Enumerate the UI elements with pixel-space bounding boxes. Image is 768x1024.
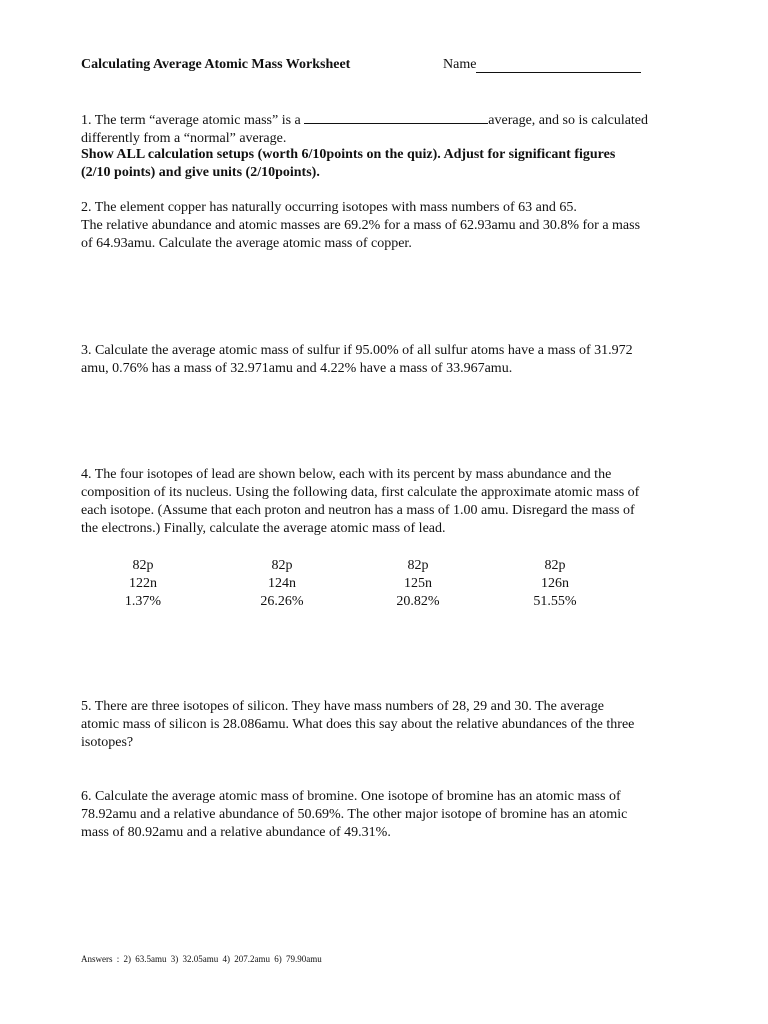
worksheet-title: Calculating Average Atomic Mass Worksheet xyxy=(81,57,351,72)
name-field xyxy=(443,57,641,73)
isotope-column xyxy=(526,557,584,611)
question-5 xyxy=(81,698,686,752)
instructions-line-1: Show ALL calculation setups (worth 6/10points on the quiz). Adjust for significant figures xyxy=(81,147,616,162)
question-6-line-3: mass of 80.92amu and a relative abundance of 49.31%. xyxy=(81,825,391,840)
question-2-line-1: 2. The element copper has naturally occurring isotopes with mass numbers of 63 and 65. xyxy=(81,200,577,215)
question-4-line-4: the electrons.) Finally, calculate the average atomic mass of lead. xyxy=(81,521,446,536)
question-5-line-2: atomic mass of silicon is 28.086amu. What does this say about the relative abundances of the three xyxy=(81,717,635,732)
question-1-text-b: average, and so is calculated xyxy=(488,113,649,128)
isotope-protons: 82p xyxy=(407,558,429,573)
question-1-line-1 xyxy=(81,110,686,130)
isotope-column xyxy=(390,557,446,611)
question-4-line-3: each isotope. (Assume that each proton and neutron has a mass of 1.00 amu. Disregard the mass of xyxy=(81,503,635,518)
question-1-line-2: differently from a “normal” average. xyxy=(81,131,287,146)
answer-key: Answers : 2) 63.5amu 3) 32.05amu 4) 207.2amu 6) 79.90amu xyxy=(81,954,322,964)
question-5-line-3: isotopes? xyxy=(81,735,134,750)
question-6-line-2: 78.92amu and a relative abundance of 50.69%. The other major isotope of bromine has an atomic xyxy=(81,807,628,822)
isotope-abundance: 1.37% xyxy=(124,594,162,609)
name-label: Name xyxy=(443,57,477,72)
question-6-line-1: 6. Calculate the average atomic mass of bromine. One isotope of bromine has an atomic mass of xyxy=(81,789,621,804)
question-1-blank xyxy=(304,110,488,124)
question-1-text-a: 1. The term “average atomic mass” is a xyxy=(81,113,305,128)
name-blank-line xyxy=(476,57,641,73)
isotope-protons: 82p xyxy=(132,558,154,573)
question-4-line-1: 4. The four isotopes of lead are shown below, each with its percent by mass abundance and the xyxy=(81,467,612,482)
isotope-neutrons: 122n xyxy=(129,576,157,591)
question-6 xyxy=(81,788,686,842)
question-2-line-3: of 64.93amu. Calculate the average atomic mass of copper. xyxy=(81,236,412,251)
isotope-abundance: 51.55% xyxy=(533,594,577,609)
question-4 xyxy=(81,466,686,538)
isotope-abundance: 26.26% xyxy=(260,594,304,609)
isotope-neutrons: 125n xyxy=(404,576,432,591)
question-2 xyxy=(81,199,686,253)
question-5-line-1: 5. There are three isotopes of silicon. They have mass numbers of 28, 29 and 30. The average xyxy=(81,699,604,714)
isotope-column xyxy=(254,557,310,611)
isotope-neutrons: 126n xyxy=(541,576,569,591)
question-3 xyxy=(81,342,686,378)
isotope-neutrons: 124n xyxy=(268,576,296,591)
isotope-column xyxy=(118,557,168,611)
instructions-line-2: (2/10 points) and give units (2/10points). xyxy=(81,165,320,180)
isotope-abundance: 20.82% xyxy=(396,594,440,609)
question-2-line-2: The relative abundance and atomic masses are 69.2% for a mass of 62.93amu and 30.8% for a mass xyxy=(81,218,641,233)
isotope-protons: 82p xyxy=(271,558,293,573)
question-3-line-1: 3. Calculate the average atomic mass of sulfur if 95.00% of all sulfur atoms have a mass of 31.972 xyxy=(81,343,633,358)
instructions xyxy=(81,146,686,182)
question-4-line-2: composition of its nucleus. Using the following data, first calculate the approximate atomic mass of xyxy=(81,485,640,500)
question-3-line-2: amu, 0.76% has a mass of 32.971amu and 4.22% have a mass of 33.967amu. xyxy=(81,361,513,376)
question-1 xyxy=(81,110,686,148)
isotope-protons: 82p xyxy=(544,558,566,573)
